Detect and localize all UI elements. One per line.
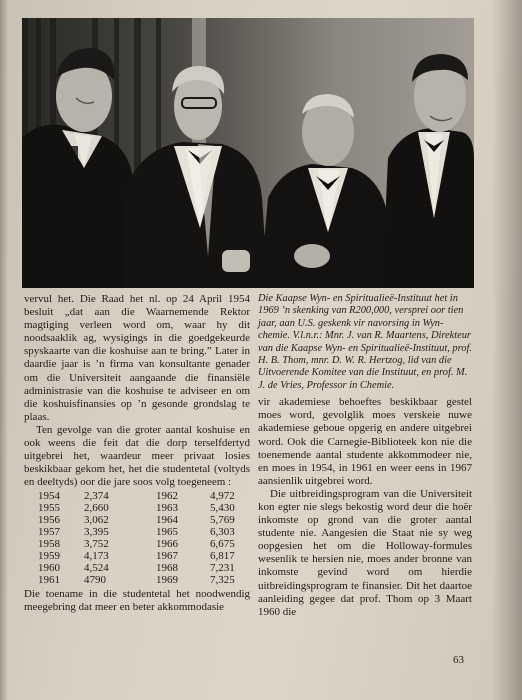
page-shadow: [0, 0, 8, 700]
table-cell: 2,660: [84, 502, 109, 515]
table-cell: 6,817: [210, 549, 235, 562]
table-cell: 4,173: [84, 549, 109, 562]
table-cell: 1960: [38, 561, 60, 574]
photograph: [22, 18, 474, 288]
table-cell: 5,430: [210, 502, 235, 515]
table-cell: 1963: [156, 502, 178, 515]
table-cell: 1968: [156, 561, 178, 574]
table-cell: 1966: [156, 538, 178, 551]
table-cell: 1958: [38, 538, 60, 551]
table-cell: 3,395: [84, 526, 109, 539]
page-number: 63: [453, 654, 464, 666]
table-cell: 1956: [38, 514, 60, 527]
table-cell: 1957: [38, 526, 60, 539]
page-shadow: [492, 0, 522, 700]
table-cell: 2,374: [84, 490, 109, 503]
table-row: [38, 563, 250, 575]
paragraph: vervul het. Die Raad het nl. op 24 April 1954 besluit „dat aan die Waarnemende Rektor magtiging verleen word om, waar hy dit noodsaaklik ag, wysigings in die goedgekeurde spyskaarte van die koshuise aan te bring.” Later in daardie jaar is ’n firma van konsultante genader om die Universiteit aangaande die finansiële administrasie van die koshuise te adviseer en om die koshuisfinansies op ’n gesonde grondslag te plaas.: [24, 293, 250, 423]
table-cell: 1961: [38, 573, 60, 586]
photo-caption: Die Kaapse Wyn- en Spiritualieë-Instituut het in 1969 ’n skenking van R200,000, versprei oor tien jaar, aan U.S. geskenk vir navorsing in Wyn-chemie. V.l.n.r.: Mnr. J. van R. Maartens, Direkteur van die Kaapse Wyn- en Spiritualieë-Instituut, prof. H. B. Thom, mnr. D. W. R. Hertzog, lid van die Uitvoerende Komitee van die Instituut, en prof. M. J. de Vries, Professor in Chemie.: [258, 293, 472, 391]
table-cell: 4,972: [210, 490, 235, 503]
table-cell: 1967: [156, 549, 178, 562]
table-cell: 6,303: [210, 526, 235, 539]
table-cell: 3,752: [84, 538, 109, 551]
left-column: [24, 293, 250, 614]
table-cell: 1959: [38, 549, 60, 562]
table-cell: 5,769: [210, 514, 235, 527]
right-column: [258, 293, 472, 619]
table-cell: 3,062: [84, 514, 109, 527]
table-cell: 1955: [38, 502, 60, 515]
table-cell: 1954: [38, 490, 60, 503]
table-cell: 4,524: [84, 561, 109, 574]
photo-of-four-men-icon: [22, 18, 474, 288]
table-cell: 6,675: [210, 538, 235, 551]
table-cell: 7,231: [210, 561, 235, 574]
paragraph: vir akademiese behoeftes beskikbaar gestel moes word, gevolglik moes verskeie nuwe akademiese geboue opgerig en andere uitgebrei word. Ook die Carnegie-Biblioteek kon nie die toenemende aantal studente akkommodeer nie, en moes in 1954, in 1961 en weer eens in 1967 aansienlik uitgebrei word.: [258, 396, 472, 487]
table-cell: 1965: [156, 526, 178, 539]
table-cell: 7,325: [210, 573, 235, 586]
student-numbers-table: [38, 491, 250, 586]
paragraph: Ten gevolge van die groter aantal koshuise en ook weens die feit dat die dorp terselfdertyd uitgebrei het, waardeur meer privaat losies beskikbaar gekom het, het die studentetal (voltyds en deeltyds) oor die jare soos volg toegeneem :: [24, 423, 250, 489]
paragraph: Die uitbreidingsprogram van die Universiteit kon egter nie slegs bekostig word deur die hoër inkomste op grond van die groter aantal studente nie. Aangesien die Staat nie sy weg oopgesien het om die Holloway-formules wesenlik te hersien nie, moes ander bronne van inkomste gevind word om hierdie uitbreidingsprogram te finansier. Dit het daartoe aanleiding gegee dat prof. Thom op 3 Maart 1960 die: [258, 487, 472, 618]
paragraph: Die toename in die studentetal het noodwendig meegebring dat meer en beter akkommodasie: [24, 587, 250, 613]
table-cell: 4790: [84, 573, 106, 586]
table-cell: 1969: [156, 573, 178, 586]
table-cell: 1962: [156, 490, 178, 503]
table-row: [38, 575, 250, 587]
table-cell: 1964: [156, 514, 178, 527]
